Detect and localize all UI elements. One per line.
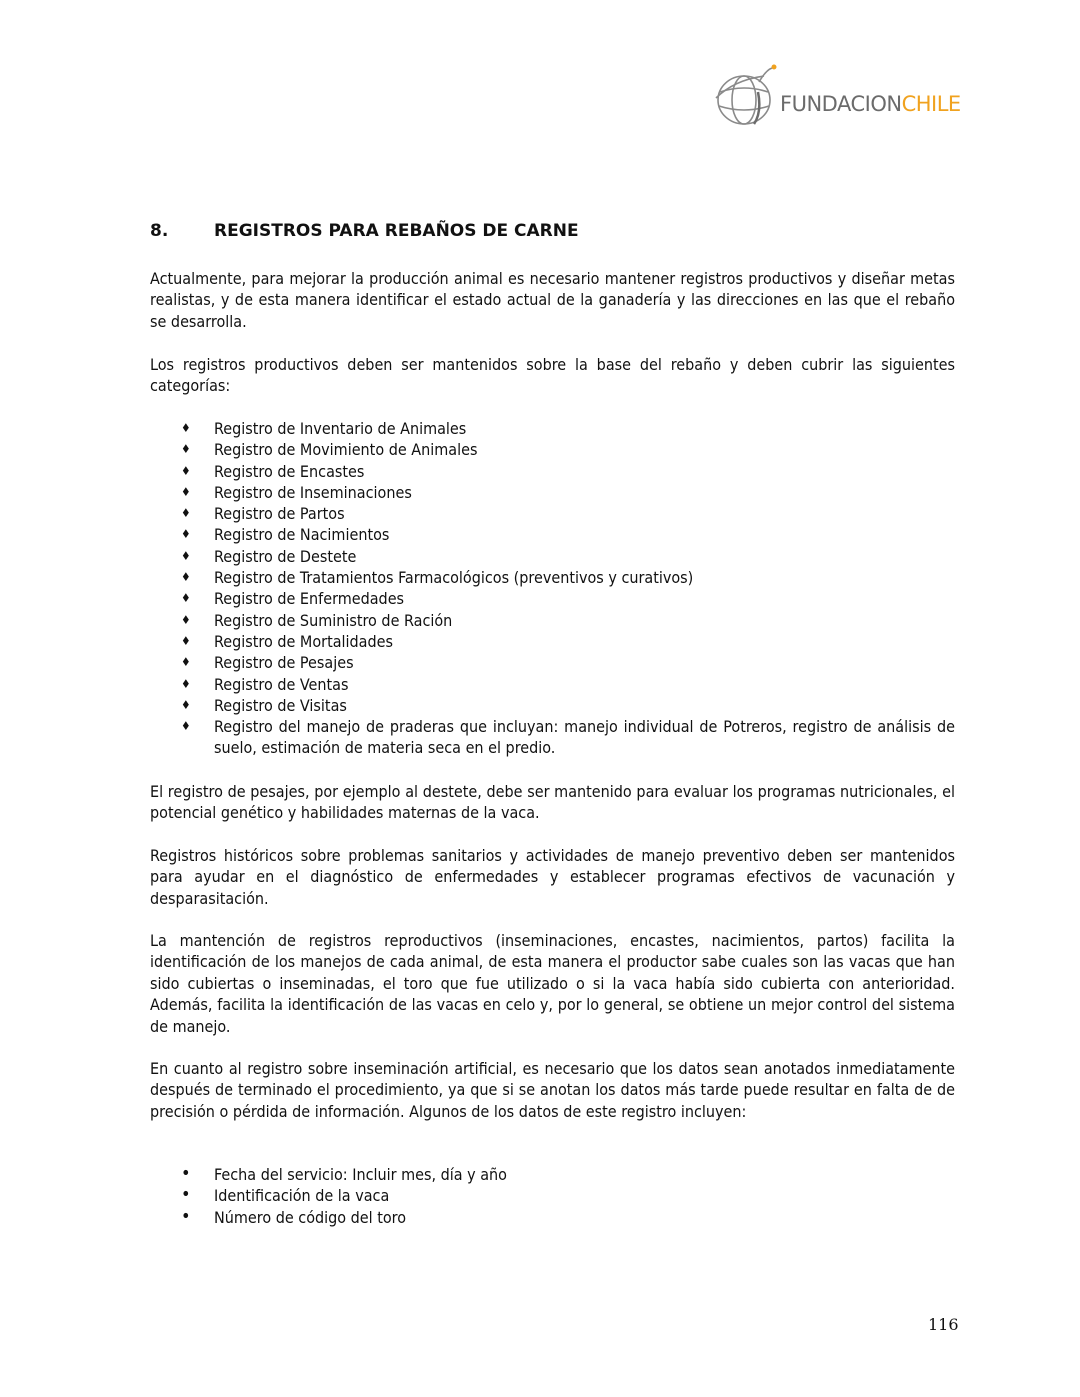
- paragraph-insemination: [150, 1058, 955, 1122]
- paragraph-text: La mantención de registros reproductivos (inseminaciones, encastes, nacimientos, partos) facilita la identificación de los manejos de cada animal, de esta manera el productor sabe cuales son las vacas que han sido cubiertas o inseminadas, el toro que fue utilizado o si la vaca había sido cubierta con anterioridad. Además, facilita la identificación de las vacas en celo y, por lo general, se obtiene un mejor control del sistema de manejo.: [150, 931, 955, 1036]
- list-item: • Fecha del servicio: Incluir mes, día y año: [181, 1163, 507, 1184]
- paragraph-weighing: [150, 781, 955, 824]
- list-item: ♦ Registro de Inventario de Animales: [181, 419, 467, 438]
- diamond-bullet-icon: ♦: [181, 697, 191, 712]
- list-item: ♦ Registro de Suministro de Ración: [181, 610, 453, 630]
- dot-bullet-icon: •: [181, 1205, 191, 1227]
- logo-text-chile: CHILE: [901, 92, 961, 116]
- paragraph-text: El registro de pesajes, por ejemplo al destete, debe ser mantenido para evaluar los programas nutricionales, el potencial genético y habilidades maternas de la vaca.: [150, 782, 955, 823]
- list-item: ♦ Registro de Visitas: [181, 695, 347, 715]
- diamond-bullet-icon: ♦: [181, 719, 191, 734]
- list-item: ♦ Registro de Ventas: [181, 674, 349, 694]
- diamond-bullet-icon: ♦: [181, 612, 191, 627]
- section-heading: [150, 221, 579, 241]
- list-item: ♦ Registro de Encastes: [181, 461, 365, 481]
- section-number: 8.: [150, 221, 169, 241]
- diamond-bullet-icon: ♦: [181, 655, 191, 670]
- section-title: REGISTROS PARA REBAÑOS DE CARNE: [214, 221, 579, 241]
- diamond-bullet-icon: ♦: [181, 633, 191, 648]
- paragraph-categories-intro: [150, 354, 955, 397]
- insemination-data-list: [150, 1164, 955, 1228]
- paragraph-text: Registros históricos sobre problemas sanitarios y actividades de manejo preventivo deben ser mantenidos para ayudar en el diagnóstico de enfermedades y establecer programas efectivos de vacunación y desparasitación.: [150, 846, 955, 908]
- paragraph-reproductive: [150, 930, 955, 1037]
- fundacion-chile-logo: [714, 62, 964, 128]
- list-item: ♦ Registro de Partos: [181, 504, 345, 524]
- list-item: ♦ Registro de Tratamientos Farmacológicos (preventivos y curativos): [181, 568, 694, 588]
- logo-wordmark: [780, 92, 961, 116]
- list-item: ♦ Registro de Mortalidades: [181, 631, 393, 651]
- globe-logo-icon: [714, 62, 784, 128]
- diamond-bullet-icon: ♦: [181, 676, 191, 691]
- list-item: • Identificación de la vaca: [181, 1184, 390, 1206]
- categories-list: [150, 418, 955, 759]
- paragraph-text: En cuanto al registro sobre inseminación artificial, es necesario que los datos sean anotados inmediatamente después de terminado el procedimiento, ya que si se anotan los datos más tarde puede resultar en falta de de precisión o pérdida de información. Algunos de los datos de este registro incluyen:: [150, 1059, 955, 1121]
- list-item: ♦ Registro del manejo de praderas que incluyan: manejo individual de Potreros, registro de análisis de suelo, estimación de materia seca en el predio.: [181, 717, 955, 758]
- diamond-bullet-icon: ♦: [181, 591, 191, 606]
- list-item: ♦ Registro de Destete: [181, 546, 357, 566]
- diamond-bullet-icon: ♦: [181, 527, 191, 542]
- list-item: ♦ Registro de Enfermedades: [181, 589, 405, 609]
- paragraph-text: Actualmente, para mejorar la producción animal es necesario mantener registros productivos y diseñar metas realistas, y de esta manera identificar el estado actual de la ganadería y las direcciones en las que el rebaño se desarrolla.: [150, 269, 955, 331]
- diamond-bullet-icon: ♦: [181, 442, 191, 457]
- dot-bullet-icon: •: [181, 1163, 191, 1184]
- list-item: ♦ Registro de Movimiento de Animales: [181, 440, 478, 460]
- list-item: ♦ Registro de Pesajes: [181, 653, 354, 673]
- diamond-bullet-icon: ♦: [181, 484, 191, 499]
- paragraph-sanitary: [150, 845, 955, 909]
- list-item: • Número de código del toro: [181, 1205, 407, 1227]
- diamond-bullet-icon: ♦: [181, 463, 191, 478]
- diamond-bullet-icon: ♦: [181, 570, 191, 585]
- diamond-bullet-icon: ♦: [181, 506, 191, 521]
- diamond-bullet-icon: ♦: [181, 421, 191, 435]
- diamond-bullet-icon: ♦: [181, 548, 191, 563]
- dot-bullet-icon: •: [181, 1184, 191, 1206]
- paragraph-intro: [150, 268, 955, 332]
- paragraph-text: Los registros productivos deben ser mantenidos sobre la base del rebaño y deben cubrir las siguientes categorías:: [150, 355, 955, 396]
- list-item: ♦ Registro de Inseminaciones: [181, 482, 412, 502]
- list-item: ♦ Registro de Nacimientos: [181, 525, 390, 545]
- logo-text-fundacion: FUNDACION: [780, 92, 902, 116]
- page-number: 116: [928, 1315, 959, 1334]
